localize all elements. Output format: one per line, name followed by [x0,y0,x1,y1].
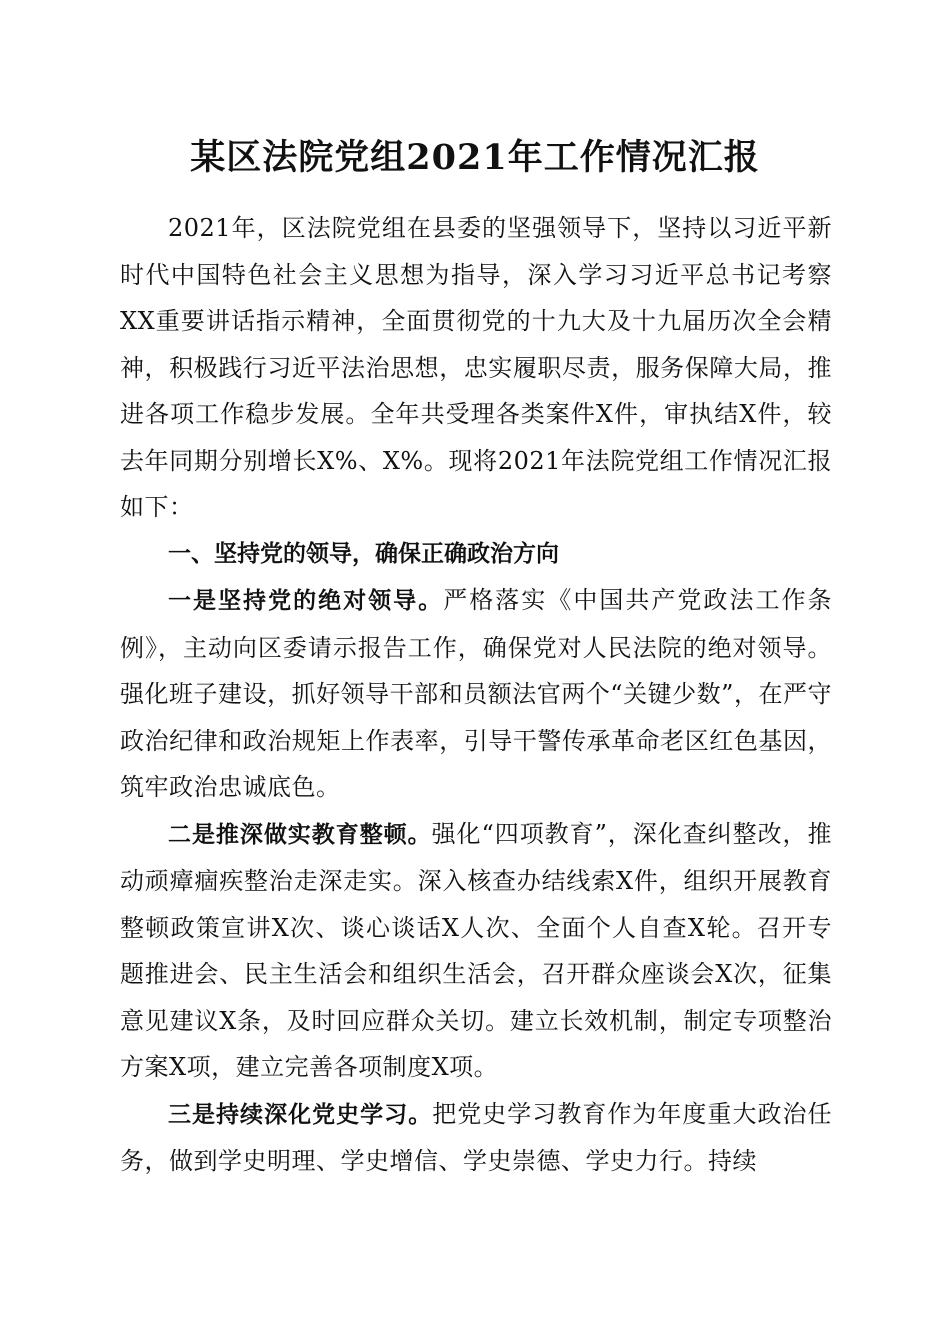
item-2-text: 强化“四项教育”，深化查纠整改，推动顽瘴痼疾整治走深走实。深入核查办结线索X件，组织开展教育整顿政策宣讲X次、谈心谈话X人次、全面个人自查X轮。召开专题推进会、民主生活会和组织生活会，召开群众座谈会X次，征集意见建议X条，及时回应群众关切。建立长效机制，制定专项整治方案X项，建立完善各项制度X项。 [120,819,832,1081]
section-1-item-2 [120,811,832,1091]
item-2-lead: 二是推深做实教育整顿。 [168,821,432,848]
item-3-text: 把党史学习教育作为年度重大政治任务，做到学史明理、学史增信、学史崇德、学史力行。持续 [120,1099,833,1175]
item-1-text: 严格落实《中国共产党政法工作条例》，主动向区委请示报告工作，确保党对人民法院的绝对领导。强化班子建设，抓好领导干部和员额法官两个“关键少数”，在严守政治纪律和政治规矩上作表率，引导干警传承革命老区红色基因，筑牢政治忠诚底色。 [120,586,833,801]
document-title: 某区法院党组2021年工作情况汇报 [190,137,760,178]
item-1-lead: 一是坚持党的绝对领导。 [168,588,444,614]
document-body [120,205,832,1185]
section-1-heading: 一、坚持党的领导，确保正确政治方向 [168,540,559,567]
section-1-item-3 [120,1091,832,1185]
section-1-item-1 [120,577,832,811]
item-3-lead: 三是持续深化党史学习。 [168,1101,433,1128]
intro-paragraph: 2021年，区法院党组在县委的坚强领导下，坚持以习近平新时代中国特色社会主义思想为指导，深入学习习近平总书记考察XX重要讲话指示精神，全面贯彻党的十九大及十九届历次全会精神，积极践行习近平法治思想，忠实履职尽责，服务保障大局，推进各项工作稳步发展。全年共受理各类案件X件，审执结X件，较去年同期分别增长X%、X%。现将2021年法院党组工作情况汇报如下： [120,214,832,521]
